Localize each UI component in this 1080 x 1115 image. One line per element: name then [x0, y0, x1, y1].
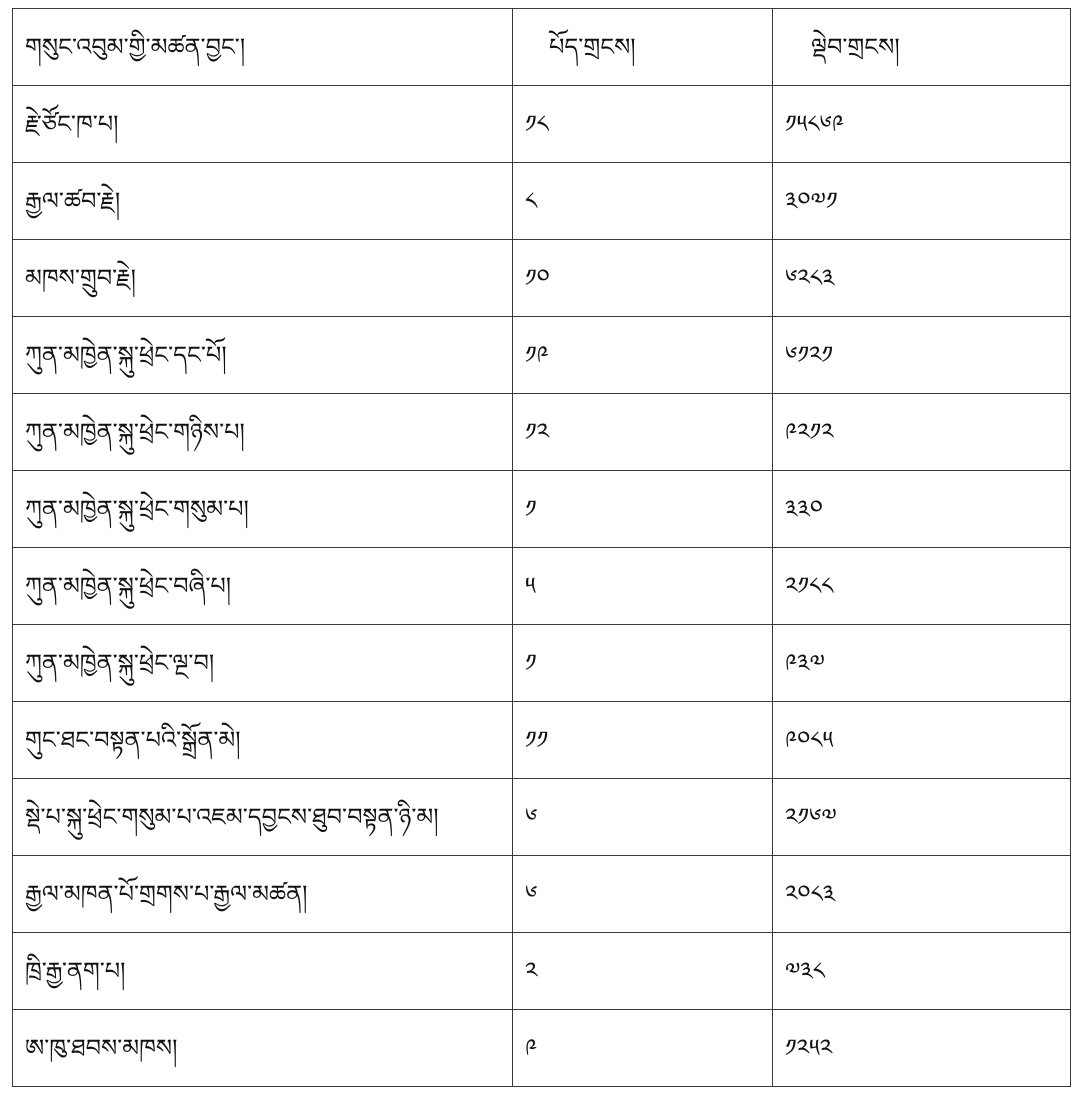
cell-volumes: ༡	[513, 471, 773, 548]
cell-volumes: ༢	[513, 933, 773, 1010]
cell-pages: ༩༠༨༥	[773, 702, 1071, 779]
table-row	[13, 240, 1071, 317]
cell-volumes: ༡༨	[513, 86, 773, 163]
cell-title: ཀུན་མཁྱེན་སྐུ་ཕྲེང་གཉིས་པ།	[13, 394, 513, 471]
cell-pages: ༡༢༥༢	[773, 1010, 1071, 1087]
cell-title: ཨ་ཁུ་ཐབས་མཁས།	[13, 1010, 513, 1087]
table-row	[13, 856, 1071, 933]
cell-title: ཀུན་མཁྱེན་སྐུ་ཕྲེང་བཞི་པ།	[13, 548, 513, 625]
table-row	[13, 471, 1071, 548]
cell-volumes: ༡	[513, 625, 773, 702]
cell-volumes: ༡༩	[513, 317, 773, 394]
cell-volumes: ༦	[513, 856, 773, 933]
cell-title: རྒྱལ་མཁན་པོ་གྲགས་པ་རྒྱལ་མཚན།	[13, 856, 513, 933]
table-row	[13, 317, 1071, 394]
cell-volumes: ༩	[513, 1010, 773, 1087]
cell-volumes: ༡༠	[513, 240, 773, 317]
table-row	[13, 86, 1071, 163]
cell-pages: ༢༡༦༧	[773, 779, 1071, 856]
cell-volumes: ༨	[513, 163, 773, 240]
table-row	[13, 394, 1071, 471]
cell-title: ཀུན་མཁྱེན་སྐུ་ཕྲེང་དང་པོ།	[13, 317, 513, 394]
cell-title: ཁྲི་རྒྱ་ནག་པ།	[13, 933, 513, 1010]
table-row	[13, 933, 1071, 1010]
table-row	[13, 163, 1071, 240]
cell-volumes: ༡༡	[513, 702, 773, 779]
cell-pages: ༩༣༧	[773, 625, 1071, 702]
cell-pages: ༩༢༡༢	[773, 394, 1071, 471]
cell-title: གུང་ཐང་བསྟན་པའི་སྒྲོན་མེ།	[13, 702, 513, 779]
collected-works-table	[12, 8, 1071, 1087]
table-row	[13, 1010, 1071, 1087]
cell-pages: ༢༡༨༨	[773, 548, 1071, 625]
cell-title: སྡེ་པ་སྐུ་ཕྲེང་གསུམ་པ་འཇམ་དབྱངས་ཐུབ་བསྟན་ཉི་མ།	[13, 779, 513, 856]
cell-pages: ༧༣༨	[773, 933, 1071, 1010]
table-row	[13, 702, 1071, 779]
cell-pages: ༡༥༨༦༩	[773, 86, 1071, 163]
cell-volumes: ༡༢	[513, 394, 773, 471]
cell-pages: ༣༣༠	[773, 471, 1071, 548]
cell-title: ཀུན་མཁྱེན་སྐུ་ཕྲེང་ལྔ་བ།	[13, 625, 513, 702]
table-row	[13, 779, 1071, 856]
table-header-row	[13, 9, 1071, 86]
cell-title: རྗེ་ཙོང་ཁ་པ།	[13, 86, 513, 163]
cell-pages: ༢༠༨༣	[773, 856, 1071, 933]
cell-title: རྒྱལ་ཚབ་རྗེ།	[13, 163, 513, 240]
header-title: གསུང་འབུམ་གྱི་མཚན་བྱང་།	[13, 9, 513, 86]
cell-title: ཀུན་མཁྱེན་སྐུ་ཕྲེང་གསུམ་པ།	[13, 471, 513, 548]
cell-volumes: ༥	[513, 548, 773, 625]
cell-volumes: ༦	[513, 779, 773, 856]
cell-pages: ༦༢༨༣	[773, 240, 1071, 317]
collected-works-table-container	[12, 8, 1070, 1087]
header-pages: ལྡེབ་གྲངས།	[773, 9, 1071, 86]
table-row	[13, 625, 1071, 702]
header-volumes: པོད་གྲངས།	[513, 9, 773, 86]
cell-pages: ༣༠༧༡	[773, 163, 1071, 240]
cell-pages: ༦༡༢༡	[773, 317, 1071, 394]
table-row	[13, 548, 1071, 625]
cell-title: མཁས་གྲུབ་རྗེ།	[13, 240, 513, 317]
